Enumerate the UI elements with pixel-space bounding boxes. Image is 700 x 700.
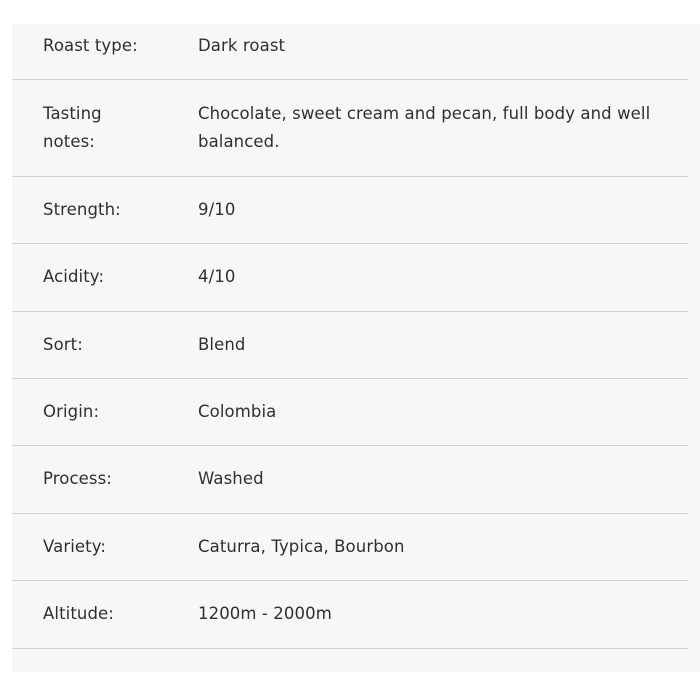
- spec-value: Chocolate, sweet cream and pecan, full body and well balanced.: [198, 104, 651, 151]
- spec-value: 4/10: [198, 267, 236, 286]
- spec-row-variety: [12, 514, 688, 581]
- spec-row-origin: [12, 379, 688, 446]
- spec-value: Dark roast: [198, 36, 286, 55]
- spec-value: Washed: [198, 469, 264, 488]
- spec-row-acidity: [12, 244, 688, 312]
- spec-row-strength: [12, 177, 688, 244]
- spec-label: Process:: [43, 469, 112, 488]
- spec-row-tasting-notes: [12, 80, 688, 177]
- product-specs-table: [12, 24, 700, 672]
- spec-label: Acidity:: [43, 267, 105, 286]
- spec-row-roast-type: [12, 24, 688, 80]
- spec-value: Caturra, Typica, Bourbon: [198, 537, 405, 556]
- spec-label: Altitude:: [43, 604, 114, 623]
- spec-row-process: [12, 446, 688, 514]
- spec-row-sort: [12, 312, 688, 379]
- spec-value: Blend: [198, 335, 246, 354]
- spec-label: Sort:: [43, 335, 83, 354]
- spec-label: Origin:: [43, 402, 100, 421]
- spec-label: Variety:: [43, 537, 107, 556]
- spec-value: Colombia: [198, 402, 277, 421]
- spec-label: Tasting notes:: [43, 104, 102, 151]
- spec-label: Strength:: [43, 200, 121, 219]
- spec-value: 1200m - 2000m: [198, 604, 332, 623]
- spec-row-altitude: [12, 581, 688, 649]
- spec-value: 9/10: [198, 200, 236, 219]
- spec-label: Roast type:: [43, 36, 138, 55]
